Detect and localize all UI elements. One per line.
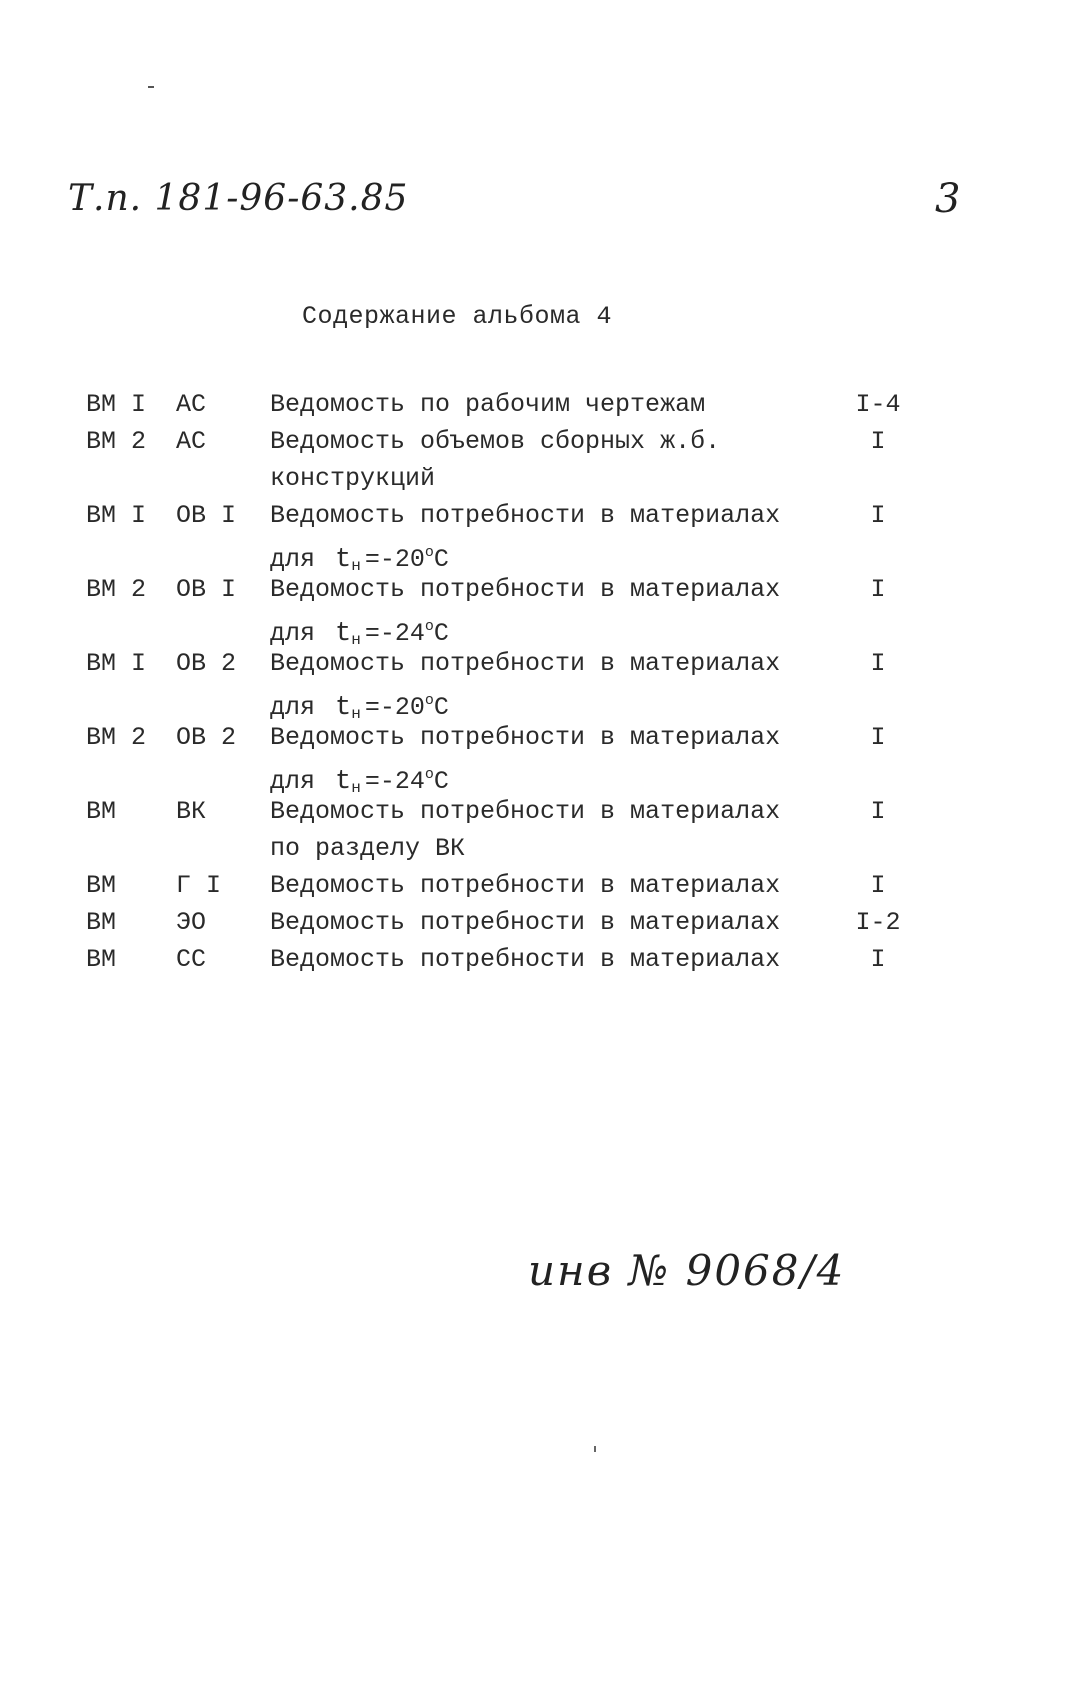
section-code: ОВ 2	[176, 649, 237, 678]
sheet-count: I	[870, 427, 886, 456]
row-description	[270, 571, 810, 649]
sheet-count: I	[870, 797, 886, 826]
sheet-count: I	[870, 945, 886, 974]
sheet-code: ВМ 2	[86, 723, 147, 752]
row-description	[270, 867, 810, 904]
description-line: конструкций	[270, 464, 436, 493]
description-line: Ведомость потребности в материалах	[270, 908, 781, 937]
contents-row	[86, 571, 1026, 649]
temp-prefix: для	[270, 545, 316, 574]
degree-mark: o	[424, 618, 434, 635]
sheet-code: ВМ 2	[86, 427, 147, 456]
description-line: Ведомость потребности в материалах	[270, 575, 781, 604]
document-code: Т.п. 181-96-63.85	[68, 178, 409, 219]
page-number: 3	[935, 176, 961, 222]
row-description	[270, 904, 810, 941]
temp-subscript: н	[351, 631, 361, 649]
contents-row	[86, 941, 1026, 978]
sheet-count: I	[870, 575, 886, 604]
temp-prefix: для	[270, 693, 316, 722]
sheet-count: I	[870, 871, 886, 900]
section-code: ОВ 2	[176, 723, 237, 752]
description-line: Ведомость потребности в материалах	[270, 945, 781, 974]
section-code: ВК	[176, 797, 207, 826]
row-description	[270, 497, 810, 575]
temp-value: =-20	[364, 693, 425, 722]
description-line: Ведомость потребности в материалах	[270, 871, 781, 900]
sheet-count: I	[870, 723, 886, 752]
contents-row	[86, 719, 1026, 797]
sheet-code: ВМ	[86, 908, 117, 937]
contents-row	[86, 497, 1026, 575]
sheet-count: I	[870, 501, 886, 530]
degree-mark: o	[424, 692, 434, 709]
sheet-code: ВМ 2	[86, 575, 147, 604]
contents-row	[86, 904, 1026, 941]
temp-unit: C	[433, 693, 449, 722]
temp-subscript: н	[351, 779, 361, 797]
temp-symbol: t	[335, 619, 352, 649]
description-line: Ведомость потребности в материалах	[270, 797, 781, 826]
contents-row	[86, 645, 1026, 723]
description-line: по разделу ВК	[270, 834, 466, 863]
section-code: ЭО	[176, 908, 207, 937]
sheet-code: ВМ	[86, 945, 117, 974]
temp-subscript: н	[351, 705, 361, 723]
section-code: Г I	[176, 871, 222, 900]
temp-value: =-24	[364, 767, 425, 796]
temp-symbol: t	[335, 767, 352, 797]
contents-table	[86, 386, 1026, 978]
degree-mark: o	[424, 544, 434, 561]
sheet-code: ВМ	[86, 871, 117, 900]
contents-row	[86, 423, 1026, 497]
sheet-count: I-2	[855, 908, 901, 937]
temp-symbol: t	[335, 693, 352, 723]
section-code: ОВ I	[176, 575, 237, 604]
temperature-line	[270, 756, 810, 797]
section-code: АС	[176, 427, 207, 456]
temp-unit: C	[433, 767, 449, 796]
section-code: СС	[176, 945, 207, 974]
temperature-line	[270, 608, 810, 649]
contents-row	[86, 386, 1026, 423]
sheet-count: I	[870, 649, 886, 678]
degree-mark: o	[424, 766, 434, 783]
row-description	[270, 941, 810, 978]
scan-speck	[594, 1446, 596, 1452]
sheet-count: I-4	[855, 390, 901, 419]
row-description	[270, 386, 810, 423]
temperature-line	[270, 534, 810, 575]
section-code: АС	[176, 390, 207, 419]
description-line: Ведомость потребности в материалах	[270, 649, 781, 678]
row-description	[270, 719, 810, 797]
archive-number: инв № 9068/4	[528, 1246, 846, 1295]
temp-subscript: н	[351, 557, 361, 575]
page-title: Содержание альбома 4	[302, 302, 613, 331]
sheet-code: ВМ I	[86, 649, 147, 678]
description-line: Ведомость потребности в материалах	[270, 723, 781, 752]
temp-value: =-20	[364, 545, 425, 574]
sheet-code: ВМ I	[86, 501, 147, 530]
sheet-code: ВМ	[86, 797, 117, 826]
temp-unit: C	[433, 545, 449, 574]
temperature-line	[270, 682, 810, 723]
row-description	[270, 645, 810, 723]
temp-prefix: для	[270, 619, 316, 648]
sheet-code: ВМ I	[86, 390, 147, 419]
description-line: Ведомость объемов сборных ж.б.	[270, 427, 721, 456]
description-line: Ведомость потребности в материалах	[270, 501, 781, 530]
row-description	[270, 423, 810, 497]
contents-row	[86, 867, 1026, 904]
temp-value: =-24	[364, 619, 425, 648]
temp-prefix: для	[270, 767, 316, 796]
row-description	[270, 793, 810, 867]
temp-symbol: t	[335, 545, 352, 575]
description-line: Ведомость по рабочим чертежам	[270, 390, 706, 419]
scan-speck	[148, 86, 154, 88]
contents-row	[86, 793, 1026, 867]
section-code: ОВ I	[176, 501, 237, 530]
temp-unit: C	[433, 619, 449, 648]
